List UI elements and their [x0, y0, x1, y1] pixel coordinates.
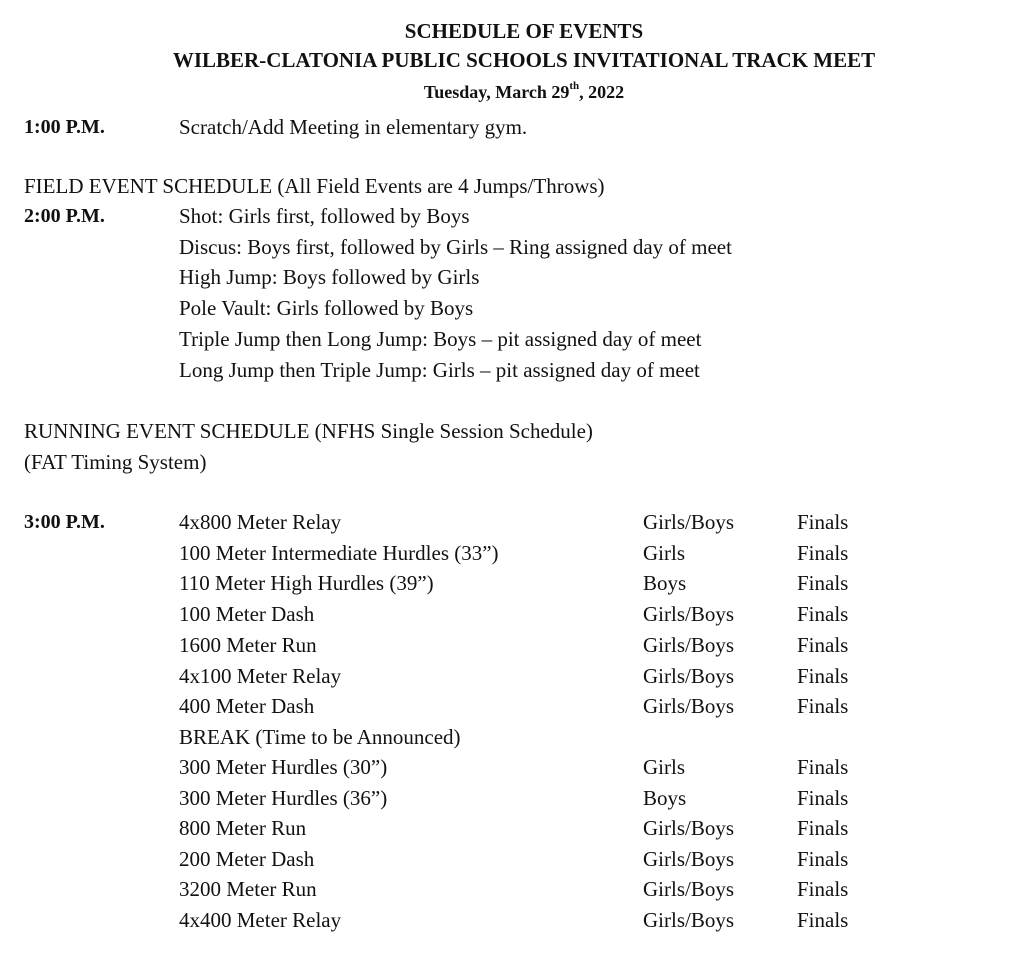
event-name: 300 Meter Hurdles (36”) — [179, 786, 388, 810]
event-name: 200 Meter Dash — [179, 847, 315, 871]
field-event-time: 2:00 P.M. — [24, 205, 105, 227]
event-round: Finals — [797, 877, 849, 901]
scratch-time: 1:00 P.M. — [24, 116, 105, 138]
event-name: 4x400 Meter Relay — [179, 908, 342, 932]
meet-date-suffix: th — [569, 80, 580, 92]
running-event-time: 3:00 P.M. — [24, 511, 105, 533]
event-name: 3200 Meter Run — [179, 877, 317, 901]
event-gender: Girls/Boys — [643, 664, 735, 688]
event-gender: Girls/Boys — [643, 877, 735, 901]
event-gender: Girls — [643, 755, 685, 779]
timing-system-note: (FAT Timing System) — [24, 450, 207, 474]
event-gender: Girls/Boys — [643, 602, 735, 626]
event-name: 110 Meter High Hurdles (39”) — [179, 571, 434, 595]
event-round: Finals — [797, 510, 849, 534]
event-round: Finals — [797, 664, 849, 688]
event-gender: Girls/Boys — [643, 908, 735, 932]
event-name: 400 Meter Dash — [179, 694, 315, 718]
event-gender: Girls — [643, 541, 685, 565]
field-event-heading: FIELD EVENT SCHEDULE (All Field Events are 4 Jumps/Throws) — [24, 174, 605, 198]
event-gender: Girls/Boys — [643, 816, 735, 840]
scratch-description: Scratch/Add Meeting in elementary gym. — [179, 115, 528, 139]
event-gender: Girls/Boys — [643, 694, 735, 718]
event-name: 4x100 Meter Relay — [179, 664, 342, 688]
field-event-item: Discus: Boys first, followed by Girls – Ring assigned day of meet — [179, 235, 732, 259]
running-event-heading: RUNNING EVENT SCHEDULE (NFHS Single Session Schedule) — [24, 419, 593, 443]
meet-date-prefix: Tuesday, March 29 — [423, 82, 570, 102]
field-event-item: Pole Vault: Girls followed by Boys — [179, 296, 474, 320]
event-round: Finals — [797, 571, 849, 595]
meet-date — [0, 82, 1024, 103]
event-gender: Girls/Boys — [643, 510, 735, 534]
event-round: Finals — [797, 602, 849, 626]
field-event-item: Shot: Girls first, followed by Boys — [179, 204, 470, 228]
event-gender: Girls/Boys — [643, 847, 735, 871]
field-event-item: High Jump: Boys followed by Girls — [179, 265, 480, 289]
meet-date-year: , 2022 — [579, 82, 625, 102]
event-round: Finals — [797, 633, 849, 657]
event-round: Finals — [797, 694, 849, 718]
event-name: 4x800 Meter Relay — [179, 510, 342, 534]
event-name: 1600 Meter Run — [179, 633, 317, 657]
event-name: 100 Meter Intermediate Hurdles (33”) — [179, 541, 499, 565]
event-round: Finals — [797, 541, 849, 565]
event-gender: Boys — [643, 786, 687, 810]
document-title: SCHEDULE OF EVENTS — [404, 19, 644, 43]
event-round: Finals — [797, 755, 849, 779]
meet-name: WILBER-CLATONIA PUBLIC SCHOOLS INVITATIONAL TRACK MEET — [172, 48, 876, 72]
event-name: 300 Meter Hurdles (30”) — [179, 755, 388, 779]
event-round: Finals — [797, 816, 849, 840]
event-round: Finals — [797, 847, 849, 871]
event-gender: Boys — [643, 571, 687, 595]
field-event-item: Long Jump then Triple Jump: Girls – pit assigned day of meet — [179, 358, 700, 382]
event-round: Finals — [797, 786, 849, 810]
event-gender: Girls/Boys — [643, 633, 735, 657]
break-notice: BREAK (Time to be Announced) — [179, 725, 461, 749]
event-name: 100 Meter Dash — [179, 602, 315, 626]
event-round: Finals — [797, 908, 849, 932]
field-event-item: Triple Jump then Long Jump: Boys – pit assigned day of meet — [179, 327, 702, 351]
event-name: 800 Meter Run — [179, 816, 307, 840]
